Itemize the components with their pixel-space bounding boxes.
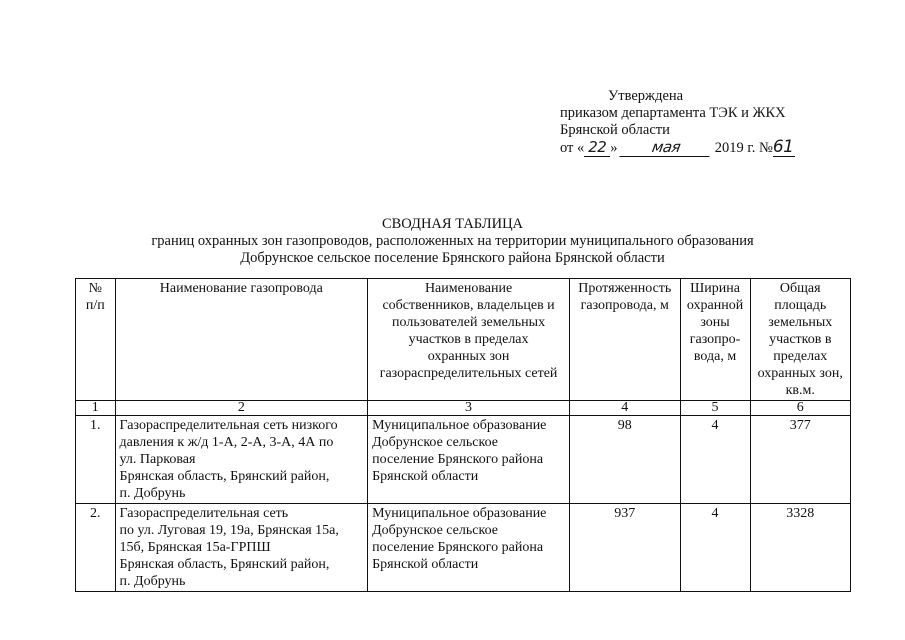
table-header-row <box>76 279 851 401</box>
approval-block <box>560 88 795 157</box>
row-length: 98 <box>569 416 680 504</box>
row-pipeline-name: Газораспределительная сеть по ул. Луговая 19, 19а, Брянская 15а, 15б, Брянская 15а-ГРПШ Брянская область, Брянский район, п. Добрунь <box>115 504 368 592</box>
header-pipeline-name: Наименование газопровода <box>115 279 368 401</box>
date-year: 2019 г. <box>714 140 756 156</box>
row-number: 1. <box>76 416 116 504</box>
column-index: 4 <box>569 401 680 416</box>
row-zone-width: 4 <box>680 416 750 504</box>
order-number-handwritten: 61 <box>772 137 794 157</box>
header-zone-width: Ширина охранной зоны газопро- вода, м <box>680 279 750 401</box>
header-total-area: Общая площадь земельных участков в пределах охранных зон, кв.м. <box>750 279 850 401</box>
document-subtitle-2: Добрунское сельское поселение Брянского района Брянской области <box>240 250 665 266</box>
document-title: СВОДНАЯ ТАБЛИЦА <box>381 216 524 232</box>
date-day-handwritten: 22 <box>584 139 610 157</box>
row-zone-width: 4 <box>680 504 750 592</box>
column-index: 5 <box>680 401 750 416</box>
header-owners: Наименование собственников, владельцев и пользователей земельных участков в пределах охранных зон газораспределительных сетей <box>368 279 570 401</box>
row-number: 2. <box>76 504 116 592</box>
approval-date-line <box>560 139 795 157</box>
document-heading <box>0 216 905 267</box>
row-owner: Муниципальное образование Добрунское сельское поселение Брянского района Брянской области <box>368 416 570 504</box>
date-prefix: от « <box>560 140 585 156</box>
header-number: № п/п <box>76 279 116 401</box>
approval-region-line: Брянской области <box>560 122 670 138</box>
approval-order-line: приказом департамента ТЭК и ЖКХ <box>560 105 786 121</box>
row-length: 937 <box>569 504 680 592</box>
row-owner: Муниципальное образование Добрунское сельское поселение Брянского района Брянской области <box>368 504 570 592</box>
column-index: 1 <box>76 401 116 416</box>
date-month-handwritten: мая <box>620 139 713 157</box>
document-subtitle-1: границ охранных зон газопроводов, расположенных на территории муниципального образования <box>151 233 754 249</box>
column-index: 3 <box>368 401 570 416</box>
row-total-area: 377 <box>750 416 850 504</box>
header-length: Протяженность газопровода, м <box>569 279 680 401</box>
column-index: 6 <box>750 401 850 416</box>
column-index-row <box>76 401 851 416</box>
table-row <box>76 416 851 504</box>
column-index: 2 <box>115 401 368 416</box>
row-total-area: 3328 <box>750 504 850 592</box>
date-mid: » <box>610 140 618 156</box>
number-label: № <box>758 140 773 156</box>
approval-title: Утверждена <box>608 88 684 104</box>
row-pipeline-name: Газораспределительная сеть низкого давления к ж/д 1-А, 2-А, 3-А, 4А по ул. Парковая Брянская область, Брянский район, п. Добрунь <box>115 416 368 504</box>
summary-table <box>75 278 851 592</box>
table-row <box>76 504 851 592</box>
